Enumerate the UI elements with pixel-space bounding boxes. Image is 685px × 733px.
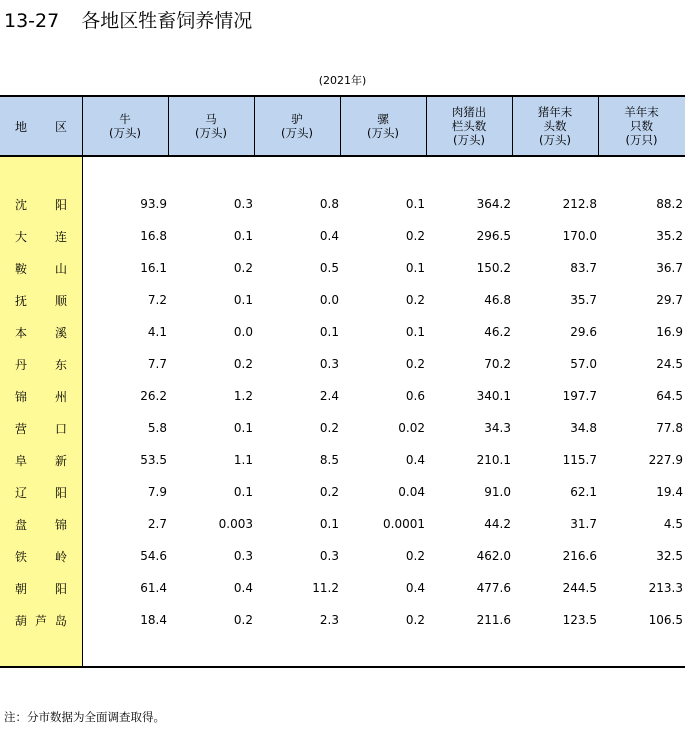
hogs-slaughtered-value: 462.0 [476,549,511,563]
region-name-char: 芦 [34,613,47,628]
hogs-yearend-value: 212.8 [562,197,597,211]
mule-value: 0.2 [405,293,425,307]
sheep-yearend-value: 32.5 [656,549,683,563]
table-row [0,348,685,380]
region-name-char: 鞍 [15,261,28,276]
hogs-yearend-value: 197.7 [562,389,597,403]
table-title-text: 各地区牲畜饲养情况 [81,10,253,32]
region-name-char: 盘 [15,517,28,532]
horse-value: 0.1 [233,421,253,435]
sheep-yearend-value: 227.9 [648,453,683,467]
cattle-value: 53.5 [140,453,167,467]
hogs-slaughtered-value: 46.8 [484,293,511,307]
horse-value: 0.2 [233,613,253,627]
hogs-slaughtered-value: 211.6 [476,613,511,627]
donkey-value: 0.8 [319,197,339,211]
region-name-char: 本 [15,325,28,340]
hogs-slaughtered-value: 91.0 [484,485,511,499]
horse-value: 1.1 [233,453,253,467]
table-row [0,284,685,316]
donkey-value: 0.3 [319,549,339,563]
region-name [15,412,67,444]
horse-value: 0.1 [233,229,253,243]
table-row [0,412,685,444]
region-name-char: 山 [54,261,67,276]
header-column-divider [426,96,427,156]
hogs-slaughtered-value: 44.2 [484,517,511,531]
header-column-divider [340,96,341,156]
hogs-yearend-value: 216.6 [562,549,597,563]
region-name-char: 口 [54,421,67,436]
year-note: (2021年) [318,74,367,87]
donkey-value: 0.4 [319,229,339,243]
cattle-value: 2.7 [147,517,167,531]
region-header-char: 地 [14,119,27,134]
column-header-label: 猪年末 头数 (万头) [537,105,573,147]
region-name-char: 葫 [15,613,28,628]
region-name-char: 阳 [54,485,67,500]
region-name [15,284,67,316]
table-bottom-rule [0,666,685,668]
cattle-value: 26.2 [140,389,167,403]
hogs-slaughtered-value: 296.5 [476,229,511,243]
table-title [4,6,252,33]
hogs-yearend-value: 115.7 [562,453,597,467]
hogs-yearend-value: 83.7 [570,261,597,275]
hogs-yearend-value: 123.5 [562,613,597,627]
table-row [0,316,685,348]
sheep-yearend-value: 4.5 [663,517,683,531]
hogs-slaughtered-header [426,96,512,156]
table-number: 13-27 [4,10,60,32]
region-name [15,220,67,252]
table-row [0,380,685,412]
mule-value: 0.1 [405,325,425,339]
table-row [0,220,685,252]
region-name-char: 阜 [15,453,28,468]
sheep-yearend-value: 16.9 [656,325,683,339]
region-header [0,96,82,156]
region-name [15,380,67,412]
table-row [0,252,685,284]
sheep-yearend-value: 35.2 [656,229,683,243]
region-name [15,508,67,540]
hogs-yearend-header [512,96,598,156]
cattle-header [82,96,168,156]
mule-value: 0.04 [398,485,425,499]
column-header-label: 肉猪出 栏头数 (万头) [451,105,487,147]
footnote: 注：分市数据为全面调查取得。 [4,710,165,724]
sheep-yearend-value: 24.5 [656,357,683,371]
region-name [15,476,67,508]
header-column-divider [512,96,513,156]
horse-header [168,96,254,156]
donkey-value: 2.4 [319,389,339,403]
horse-value: 0.1 [233,293,253,307]
region-name-char: 州 [54,389,67,404]
table-row [0,604,685,636]
table-row [0,444,685,476]
cattle-value: 54.6 [140,549,167,563]
mule-value: 0.2 [405,613,425,627]
hogs-yearend-value: 244.5 [562,581,597,595]
cattle-value: 93.9 [140,197,167,211]
cattle-value: 4.1 [147,325,167,339]
horse-value: 0.003 [218,517,253,531]
table-top-rule [0,95,685,97]
cattle-value: 61.4 [140,581,167,595]
cattle-value: 5.8 [147,421,167,435]
region-name-char: 顺 [54,293,67,308]
sheep-yearend-value: 213.3 [648,581,683,595]
hogs-yearend-value: 29.6 [570,325,597,339]
region-name-char: 阳 [54,197,67,212]
region-name-char: 锦 [54,517,67,532]
cattle-value: 7.7 [147,357,167,371]
header-column-divider [598,96,599,156]
header-bottom-rule [0,155,685,157]
cattle-value: 16.8 [140,229,167,243]
sheep-yearend-value: 77.8 [656,421,683,435]
horse-value: 0.4 [233,581,253,595]
hogs-slaughtered-value: 340.1 [476,389,511,403]
mule-value: 0.0001 [383,517,425,531]
donkey-value: 0.5 [319,261,339,275]
hogs-slaughtered-value: 150.2 [476,261,511,275]
table-row [0,508,685,540]
donkey-value: 0.2 [319,421,339,435]
hogs-slaughtered-value: 70.2 [484,357,511,371]
column-header-label: 羊年末 只数 (万只) [624,105,659,147]
mule-header [340,96,426,156]
donkey-header [254,96,340,156]
region-name-char: 东 [54,357,67,372]
hogs-slaughtered-value: 477.6 [476,581,511,595]
region-name-char: 新 [54,453,67,468]
mule-value: 0.02 [398,421,425,435]
region-name-char: 朝 [15,581,28,596]
region-name [15,188,67,220]
region-name [15,444,67,476]
region-name-char: 辽 [15,485,28,500]
donkey-value: 8.5 [319,453,339,467]
hogs-slaughtered-value: 34.3 [484,421,511,435]
region-name-char: 连 [54,229,67,244]
region-name [15,572,67,604]
region-name-char: 沈 [15,197,28,212]
hogs-yearend-value: 34.8 [570,421,597,435]
region-name-char: 抚 [15,293,28,308]
column-header-label: 牛 (万头) [109,112,141,140]
header-column-divider [254,96,255,156]
sheep-yearend-value: 29.7 [656,293,683,307]
region-name-char: 阳 [54,581,67,596]
donkey-value: 0.2 [319,485,339,499]
cattle-value: 7.9 [147,485,167,499]
table-row [0,572,685,604]
hogs-yearend-value: 31.7 [570,517,597,531]
mule-value: 0.1 [405,197,425,211]
mule-value: 0.4 [405,581,425,595]
hogs-slaughtered-value: 210.1 [476,453,511,467]
region-name-char: 铁 [15,549,28,564]
region-name-char: 锦 [15,389,28,404]
cattle-value: 7.2 [147,293,167,307]
hogs-yearend-value: 62.1 [570,485,597,499]
sheep-yearend-value: 19.4 [656,485,683,499]
mule-value: 0.2 [405,357,425,371]
hogs-yearend-value: 170.0 [562,229,597,243]
region-name-char: 丹 [15,357,28,372]
region-name [15,252,67,284]
hogs-slaughtered-value: 46.2 [484,325,511,339]
column-header-label: 骡 (万头) [367,112,399,140]
hogs-slaughtered-value: 364.2 [476,197,511,211]
horse-value: 0.3 [233,197,253,211]
region-name-char: 营 [15,421,28,436]
region-name [15,604,67,636]
cattle-value: 16.1 [140,261,167,275]
sheep-yearend-value: 36.7 [656,261,683,275]
donkey-value: 2.3 [319,613,339,627]
table-row [0,188,685,220]
donkey-value: 0.1 [319,517,339,531]
region-name [15,348,67,380]
donkey-value: 0.3 [319,357,339,371]
sheep-yearend-header [598,96,685,156]
cattle-value: 18.4 [140,613,167,627]
horse-value: 0.2 [233,261,253,275]
header-column-divider [168,96,169,156]
horse-value: 0.3 [233,549,253,563]
sheep-yearend-value: 88.2 [656,197,683,211]
region-name [15,540,67,572]
donkey-value: 11.2 [312,581,339,595]
region-header-char: 区 [55,119,68,134]
horse-value: 0.0 [233,325,253,339]
table-row [0,476,685,508]
mule-value: 0.2 [405,229,425,243]
region-name [15,316,67,348]
horse-value: 1.2 [233,389,253,403]
hogs-yearend-value: 57.0 [570,357,597,371]
column-header-label: 驴 (万头) [281,112,313,140]
horse-value: 0.1 [233,485,253,499]
mule-value: 0.1 [405,261,425,275]
region-name-char: 大 [15,229,28,244]
region-name-char: 岭 [54,549,67,564]
mule-value: 0.6 [405,389,425,403]
hogs-yearend-value: 35.7 [570,293,597,307]
horse-value: 0.2 [233,357,253,371]
mule-value: 0.2 [405,549,425,563]
mule-value: 0.4 [405,453,425,467]
table-row [0,540,685,572]
donkey-value: 0.0 [319,293,339,307]
sheep-yearend-value: 64.5 [656,389,683,403]
sheep-yearend-value: 106.5 [648,613,683,627]
donkey-value: 0.1 [319,325,339,339]
column-header-label: 马 (万头) [195,112,227,140]
region-name-char: 岛 [54,613,67,628]
region-name-char: 溪 [54,325,67,340]
